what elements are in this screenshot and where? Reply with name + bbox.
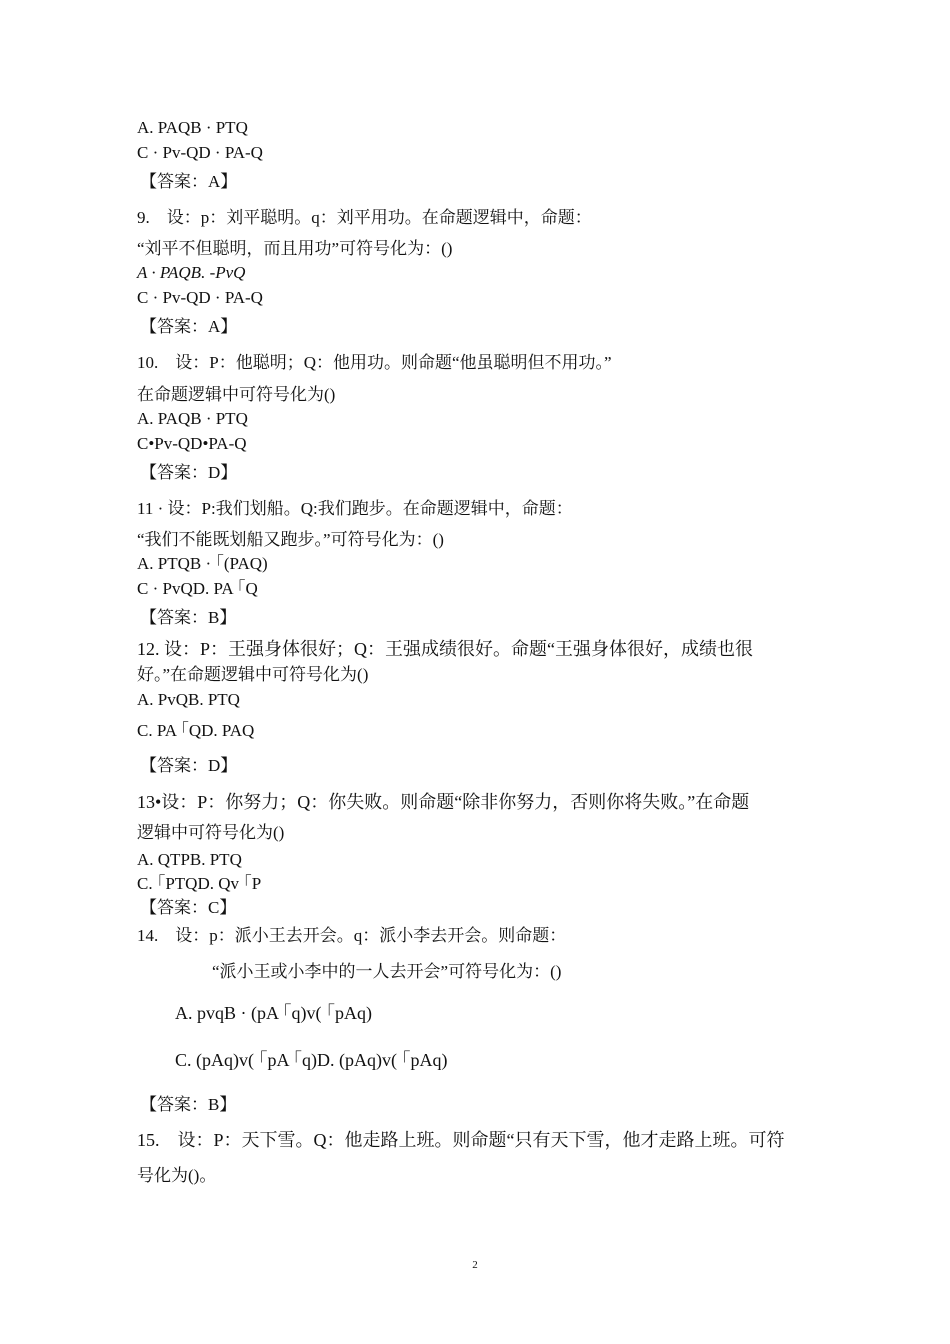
page-number: 2 [472, 1259, 478, 1271]
q14-option-c-d: C. (pAq)v( ｢pA ｢q)D. (pAq)v( ｢pAq) [175, 1050, 448, 1070]
q10-answer: 【答案：D】 [140, 463, 238, 482]
q9-stem: 9. 设：p：刘平聪明。q：刘平用功。在命题逻辑中，命题： [137, 208, 592, 227]
q12-stem: 12. 设：P：王强身体很好；Q：王强成绩很好。命题“王强身体很好，成绩也很 [137, 639, 753, 659]
q11-stem-cont: “我们不能既划船又跑步。”可符号化为：() [137, 530, 444, 549]
q13-answer: 【答案：C】 [140, 898, 237, 917]
q9-answer: 【答案：A】 [140, 317, 238, 336]
q12-stem-cont: 好。”在命题逻辑中可符号化为() [137, 665, 369, 684]
q15-stem-cont: 号化为()。 [137, 1166, 217, 1185]
q13-option-c-d: C. ｢PTQD. Qv ｢P [137, 874, 262, 893]
q10-stem-cont: 在命题逻辑中可符号化为() [137, 385, 336, 404]
q12-answer: 【答案：D】 [140, 756, 238, 775]
q12-option-c-d: C. PA ｢QD. PAQ [137, 721, 255, 740]
q13-stem-cont: 逻辑中可符号化为() [137, 823, 285, 842]
q12-option-a-b: A. PvQB. PTQ [137, 690, 240, 709]
q9-stem-cont: “刘平不但聪明，而且用功”可符号化为：() [137, 239, 453, 258]
q10-stem: 10. 设：P：他聪明；Q：他用功。则命题“他虽聪明但不用功。” [137, 353, 612, 372]
q14-stem-cont: “派小王或小李中的一人去开会”可符号化为：() [212, 962, 562, 981]
q8-answer: 【答案：A】 [140, 172, 238, 191]
q15-stem: 15. 设：P：天下雪。Q：他走路上班。则命题“只有天下雪，他才走路上班。可符 [137, 1130, 785, 1150]
q10-option-a-b: A. PAQB · PTQ [137, 409, 248, 428]
q8-option-c-d: C · Pv-QD · PA-Q [137, 143, 263, 162]
q11-stem: 11 · 设：P:我们划船。Q:我们跑步。在命题逻辑中，命题： [137, 499, 573, 518]
q11-option-a-b: A. PTQB · ｢(PAQ) [137, 554, 268, 573]
q9-option-a-b: A · PAQB. -PvQ [137, 263, 246, 282]
q11-answer: 【答案：B】 [140, 608, 237, 627]
q9-option-c-d: C · Pv-QD · PA-Q [137, 288, 263, 307]
q13-option-a-b: A. QTPB. PTQ [137, 850, 242, 869]
q14-answer: 【答案：B】 [140, 1095, 237, 1114]
q11-option-c-d: C · PvQD. PA ｢Q [137, 579, 258, 598]
q14-stem: 14. 设：p：派小王去开会。q：派小李去开会。则命题： [137, 926, 567, 945]
q13-stem: 13•设：P：你努力；Q：你失败。则命题“除非你努力，否则你将失败。”在命题 [137, 792, 750, 812]
q14-option-a-b: A. pvqB · (pA ｢q)v( ｢pAq) [175, 1003, 372, 1023]
q10-option-c-d: C•Pv-QD•PA-Q [137, 434, 247, 453]
q8-option-a-b: A. PAQB · PTQ [137, 118, 248, 137]
